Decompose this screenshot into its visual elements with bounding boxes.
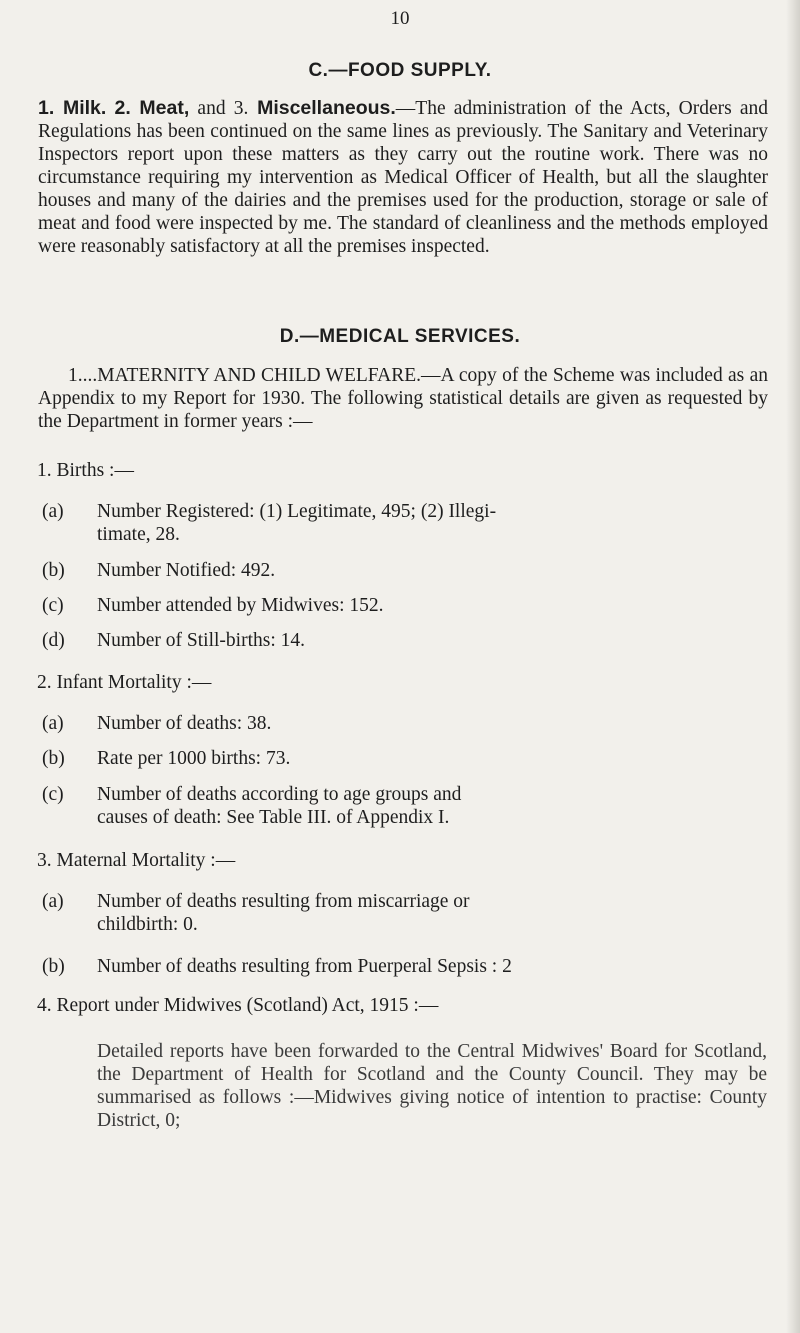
infant-c-label: (c) <box>42 784 64 805</box>
food-supply-paragraph <box>38 97 768 258</box>
lead-miscellaneous: Miscellaneous. <box>248 97 396 119</box>
births-title: 1. Births :— <box>37 460 134 481</box>
lead-meat: 2. Meat, <box>114 97 190 119</box>
births-d-label: (d) <box>42 630 65 651</box>
births-a-line2: timate, 28. <box>97 524 180 545</box>
infant-a-text: Number of deaths: 38. <box>97 713 272 734</box>
lead-milk: 1. Milk. <box>38 97 107 119</box>
infant-b-label: (b) <box>42 748 65 769</box>
births-d-text: Number of Still-births: 14. <box>97 630 305 651</box>
maternal-b-text: Number of deaths resulting from Puerperal Sepsis : 2 <box>97 956 512 977</box>
maternal-a-line1: Number of deaths resulting from miscarriage or <box>97 891 470 912</box>
page-number: 10 <box>390 8 410 29</box>
births-c-label: (c) <box>42 595 64 616</box>
births-a-line1: Number Registered: (1) Legitimate, 495; (2) Illegi- <box>97 501 497 522</box>
infant-c-line1: Number of deaths according to age groups and <box>97 784 462 805</box>
food-supply-body: —The administration of the Acts, Orders and Regulations has been continued on the same lines as previously. The Sanitary and Veterinary Inspectors report upon these matters as they carry out the routine work. There was no circumstance requiring my intervention as Medical Officer of Health, but all the slaughter houses and many of the dairies and the premises used for the production, storage or sale of meat and food were inspected by me. The standard of cleanliness and the methods employed were reasonably satisfactory at all the premises inspected. <box>38 98 769 257</box>
maternal-mortality-title: 3. Maternal Mortality :— <box>37 850 236 871</box>
page-edge-shadow <box>786 0 800 1333</box>
section-d-heading: D.—MEDICAL SERVICES. <box>279 326 521 347</box>
infant-b-text: Rate per 1000 births: 73. <box>97 748 291 769</box>
maternal-a-line2: childbirth: 0. <box>97 914 198 935</box>
births-a-label: (a) <box>42 501 64 522</box>
births-c-text: Number attended by Midwives: 152. <box>97 595 384 616</box>
infant-a-label: (a) <box>42 713 64 734</box>
infant-c-line2: causes of death: See Table III. of Appendix I. <box>97 807 450 828</box>
midwives-report-body: Detailed reports have been forwarded to the Central Midwives' Board for Scotland, the Department of Health for Scotland and the County Council. They may be summarised as follows :—Midwives giving notice of intention to practise: County District, 0; <box>97 1041 767 1131</box>
section-c-heading: C.—FOOD SUPPLY. <box>308 60 492 81</box>
infant-mortality-title: 2. Infant Mortality :— <box>37 672 212 693</box>
midwives-report-title: 4. Report under Midwives (Scotland) Act, 1915 :— <box>37 995 439 1016</box>
maternity-intro-paragraph: 1....MATERNITY AND CHILD WELFARE.—A copy of the Scheme was included as an Appendix to my Report for 1930. The following statistical details are given as requested by the Department in former years :— <box>38 365 768 432</box>
maternal-b-label: (b) <box>42 956 65 977</box>
lead-and-3: and 3. <box>189 98 249 119</box>
maternal-a-label: (a) <box>42 891 64 912</box>
births-b-label: (b) <box>42 560 65 581</box>
births-b-text: Number Notified: 492. <box>97 560 276 581</box>
